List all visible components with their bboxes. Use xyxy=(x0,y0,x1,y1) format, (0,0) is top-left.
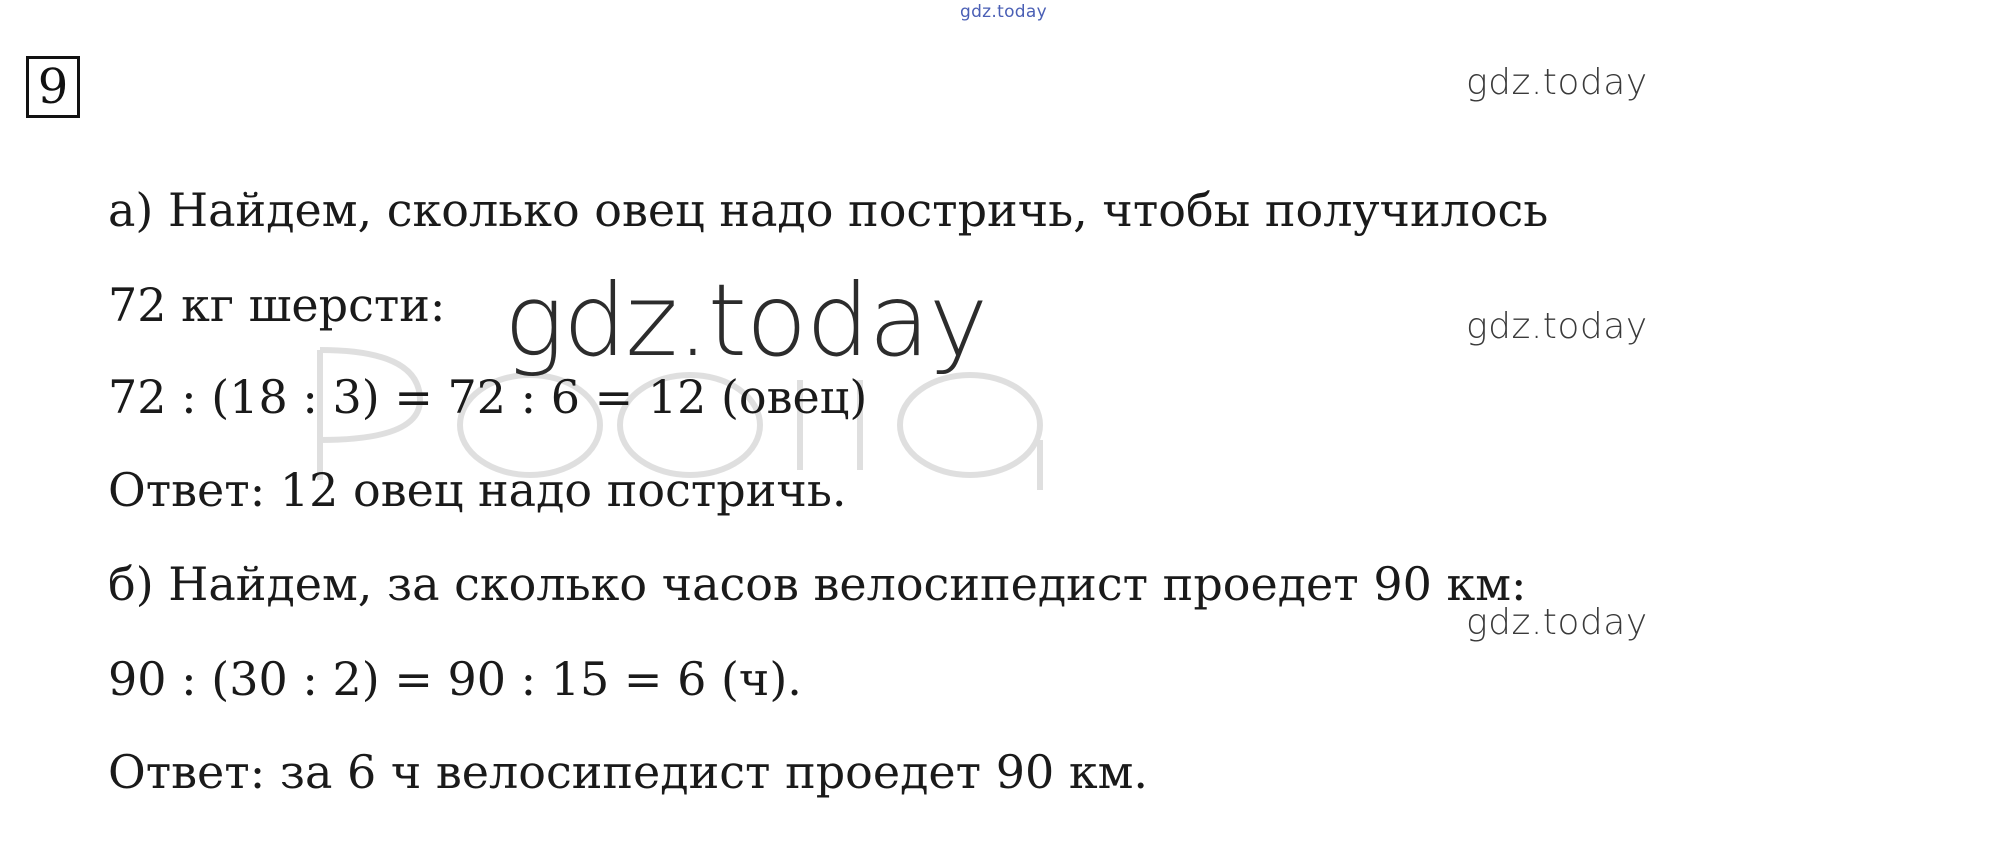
text-line: а) Найдем, сколько овец надо постричь, чтобы получилось xyxy=(108,183,1549,237)
watermark-text: gdz.today xyxy=(1466,306,1648,347)
watermark-large-text: gdz.today xyxy=(504,262,988,379)
text-line: Ответ: за 6 ч велосипедист проедет 90 км. xyxy=(108,745,1149,799)
site-watermark-top: gdz.today xyxy=(960,2,1047,22)
watermark-text: gdz.today xyxy=(1466,602,1648,643)
task-number-box xyxy=(26,56,80,118)
text-line: 90 : (30 : 2) = 90 : 15 = 6 (ч). xyxy=(108,652,802,706)
text-line: б) Найдем, за сколько часов велосипедист проедет 90 км: xyxy=(108,557,1527,611)
text-line: 72 кг шерсти: xyxy=(108,278,446,332)
watermark-text: gdz.today xyxy=(1466,62,1648,103)
task-number: 9 xyxy=(37,59,69,115)
text-line: Ответ: 12 овец надо постричь. xyxy=(108,463,847,517)
text-line: 72 : (18 : 3) = 72 : 6 = 12 (овец) xyxy=(108,370,868,424)
